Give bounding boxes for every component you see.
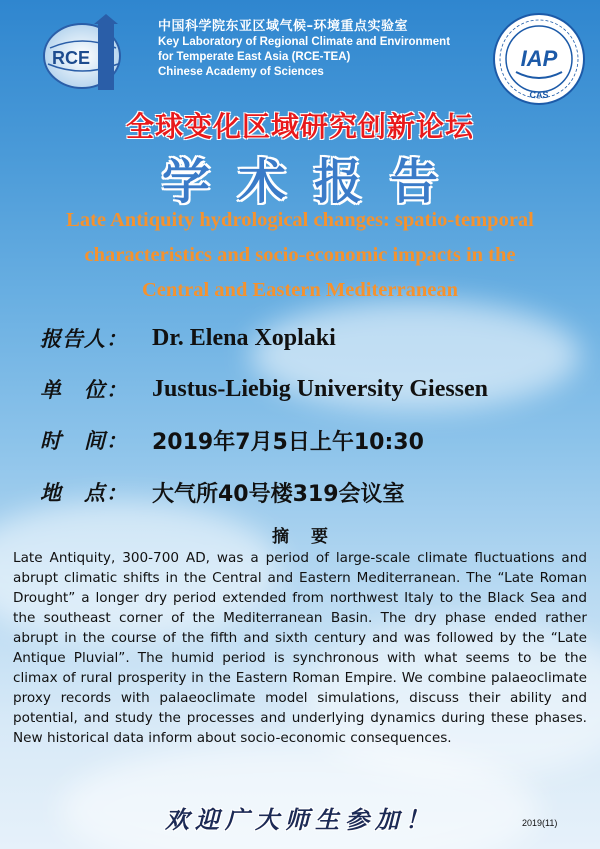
time-row (40, 423, 580, 457)
svg-text:RCE: RCE (52, 48, 91, 68)
place-value: 大气所40号楼319会议室 (152, 481, 405, 507)
unit-name: Justus-Liebig University Giessen (152, 375, 489, 402)
poster-code: 2019(11) (522, 818, 558, 828)
speaker-label: 报告人： (40, 327, 128, 351)
time-label: 时 间： (40, 429, 128, 453)
unit-row (40, 372, 580, 406)
lab-name (158, 18, 498, 80)
svg-text:CAS: CAS (529, 90, 549, 100)
rce-logo-icon (22, 14, 154, 96)
talk-title: Late Antiquity hydrological changes: spatio-temporal characteristics and socio-economic impacts in the Central and Eastern Mediterranean (66, 209, 534, 301)
iap-logo-icon (492, 12, 586, 106)
speaker-name: Dr. Elena Xoplaki (152, 324, 336, 351)
svg-text:IAP: IAP (520, 46, 558, 71)
place-row (40, 475, 580, 509)
abstract-heading: 摘要 (272, 527, 350, 547)
unit-label: 单 位： (40, 378, 128, 402)
speaker-row (40, 321, 580, 355)
header (0, 0, 600, 108)
abstract-text: Late Antiquity, 300-700 AD, was a period of large-scale climate fluctuations and abrupt climatic shifts in the Central and Eastern Mediterranean. The “Late Roman Drought” a longer dry period extended from northwest Italy to the Black Sea and the southeast corner of the Mediterranean Basin. The dry phase ended rather abrupt in the course of the fifth and sixth century and was followed by the “Late Antique Pluvial”. The humid period is synchronous with what seems to be the climax of rural prosperity in the Eastern Roman Empire. We combine palaeoclimate proxy records with palaeoclimate model simulations, discuss their ability and potential, and study the processes and underlying dynamics during these phases. New historical data inform about socio-economic consequences. (13, 550, 587, 746)
lab-name-en-line2: for Temperate East Asia (RCE-TEA) (158, 51, 351, 63)
lab-name-en-line1: Key Laboratory of Regional Climate and Environment (158, 36, 451, 48)
welcome-message: 欢迎广大师生参加！ (165, 806, 435, 834)
time-value: 2019年7月5日上午10:30 (152, 429, 424, 455)
report-title: 学术报告 (161, 154, 466, 210)
forum-title: 全球变化区域研究创新论坛 (125, 110, 474, 143)
lab-name-en-line3: Chinese Academy of Sciences (158, 66, 324, 78)
place-label: 地 点： (40, 481, 128, 505)
lab-name-cn: 中国科学院东亚区域气候–环境重点实验室 (158, 19, 409, 34)
